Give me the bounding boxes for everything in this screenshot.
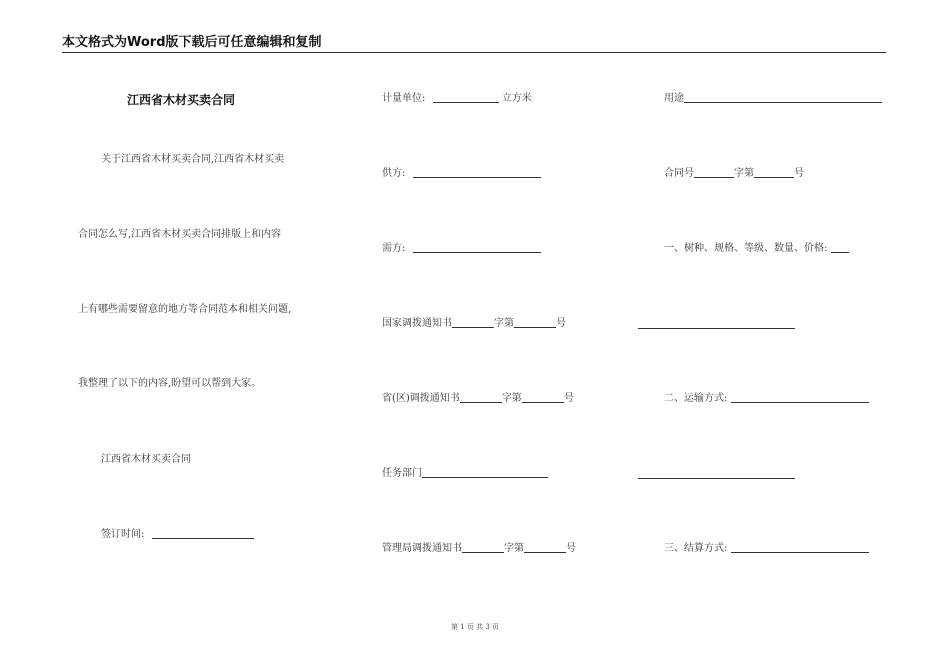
buyer-blank — [413, 242, 541, 253]
intro-line-1: 关于江西省木材买卖合同,江西省木材买卖 — [101, 154, 285, 165]
province-notice-row — [382, 392, 574, 406]
province-notice-hao: 号 — [563, 393, 574, 404]
bureau-notice-row — [382, 542, 576, 556]
supplier-label: 供方: — [382, 168, 406, 179]
bureau-notice-zi: 字第 — [504, 543, 524, 554]
intro-line-3: 上有哪些需要留意的地方等合同范本和相关问题, — [78, 304, 292, 315]
unit-row — [382, 92, 532, 106]
page-number: 第 1 页 共 3 页 — [450, 623, 500, 631]
national-notice-zi: 字第 — [494, 318, 514, 329]
item-3-row — [664, 542, 869, 556]
national-notice-hao: 号 — [556, 318, 566, 329]
item-2-label: 二、运输方式: — [664, 393, 728, 404]
header-title: 本文格式为Word版下载后可任意编辑和复制 — [62, 35, 322, 50]
unit-label: 计量单位: — [382, 93, 426, 104]
bureau-notice-blank-2 — [524, 542, 566, 553]
national-notice-label: 国家调拨通知书 — [382, 318, 452, 329]
use-blank — [684, 92, 882, 103]
use-label: 用途 — [664, 93, 684, 104]
item-2-blank — [731, 392, 869, 403]
province-notice-label: 省(区)调拨通知书 — [382, 393, 460, 404]
item-3-label: 三、结算方式: — [664, 543, 728, 554]
task-dept-label: 任务部门 — [382, 468, 422, 479]
province-notice-blank-1 — [460, 392, 502, 403]
document-header — [62, 34, 886, 53]
item-3-blank — [731, 542, 869, 553]
task-dept-blank — [422, 467, 548, 478]
item-1-label: 一、树种、规格、等级、数量、价格: — [664, 243, 828, 254]
contract-no-hao: 号 — [794, 168, 804, 179]
doc-title: 江西省木材买卖合同 — [127, 93, 236, 107]
national-notice-row — [382, 317, 566, 331]
contract-no-blank-1 — [694, 167, 734, 178]
sign-time-row — [101, 528, 254, 542]
item-1-row — [664, 242, 849, 256]
bureau-notice-hao: 号 — [566, 543, 576, 554]
national-notice-blank-2 — [514, 317, 556, 328]
bureau-notice-label: 管理局调拨通知书 — [382, 543, 462, 554]
contract-no-row — [664, 167, 804, 181]
sign-time-blank — [152, 528, 254, 539]
buyer-label: 需方: — [382, 243, 406, 254]
task-dept-row — [382, 467, 548, 481]
use-row — [664, 92, 882, 106]
item-1-continuation-line — [638, 328, 795, 329]
intro-line-2: 合同怎么写,江西省木材买卖合同排版上和内容 — [78, 229, 282, 240]
subheading: 江西省木材买卖合同 — [101, 454, 191, 465]
contract-no-zi: 字第 — [734, 168, 754, 179]
intro-line-4: 我整理了以下的内容,盼望可以帮到大家。 — [78, 378, 262, 389]
sign-time-label: 签订时间: — [101, 529, 145, 540]
contract-no-blank-2 — [754, 167, 794, 178]
buyer-row — [382, 242, 541, 256]
province-notice-blank-2 — [522, 392, 564, 403]
contract-no-label: 合同号 — [664, 168, 694, 179]
bureau-notice-blank-1 — [462, 542, 504, 553]
supplier-blank — [413, 167, 541, 178]
supplier-row — [382, 167, 541, 181]
unit-blank — [433, 92, 499, 103]
unit-suffix: 立方米 — [501, 93, 532, 104]
item-2-continuation-line — [638, 478, 795, 479]
item-2-row — [664, 392, 869, 406]
national-notice-blank-1 — [452, 317, 494, 328]
province-notice-zi: 字第 — [501, 393, 522, 404]
item-1-blank — [831, 242, 849, 253]
